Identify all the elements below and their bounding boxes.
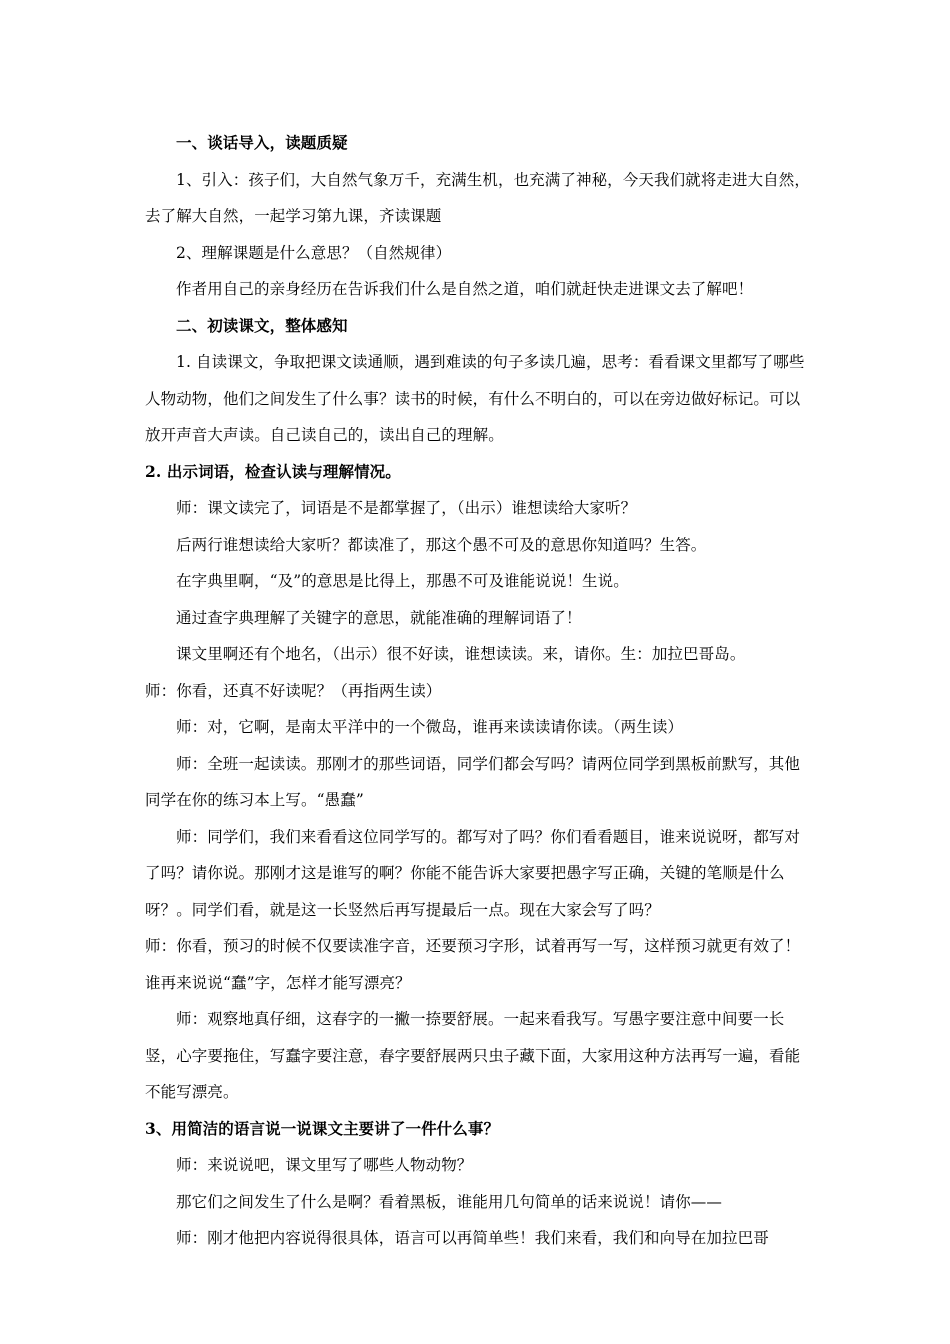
paragraph: 在字典里啊，“及”的意思是比得上，那愚不可及谁能说说！生说。 bbox=[176, 572, 629, 590]
paragraph: 通过查字典理解了关键字的意思，就能准确的理解词语了！ bbox=[176, 608, 582, 627]
subheading: 2. 出示词语，检查认读与理解情况。 bbox=[145, 461, 401, 481]
paragraph: 师：课文读完了，词语是不是都掌握了，（出示）谁想读给大家听？ bbox=[176, 499, 637, 517]
paragraph: 师：你看，还真不好读呢？（再指两生读） bbox=[145, 681, 442, 700]
document-body bbox=[145, 125, 815, 1257]
paragraph: 课文里啊还有个地名，（出示）很不好读，谁想读读。来，请你。生：加拉巴哥岛。 bbox=[176, 645, 746, 663]
paragraph: 1、引入：孩子们，大自然气象万千，充满生机，也充满了神秘，今天我们就将走进大自然，去了解大自然，一起学习第九课，齐读课题 bbox=[145, 170, 810, 225]
paragraph: 那它们之间发生了什么是啊？看着黑板，谁能用几句简单的话来说说！请你—— bbox=[176, 1192, 723, 1211]
section-heading-2: 二、初读课文，整体感知 bbox=[176, 315, 348, 335]
paragraph: 师：观察地真仔细，这春字的一撇一捺要舒展。一起来看我写。写愚字要注意中间要一长竖，心字要拖住，写蠢字要注意，春字要舒展两只虫子藏下面，大家用这种方法再写一遍，看能不能写漂亮。 bbox=[145, 1010, 801, 1101]
paragraph: 1. 自读课文，争取把课文读通顺，遇到难读的句子多读几遍，思考：看看课文里都写了哪些人物动物，他们之间发生了什么事？读书的时候，有什么不明白的，可以在旁边做好标记。可以放开声音大声读。自己读自己的，读出自己的理解。 bbox=[145, 353, 805, 444]
subheading: 3、用简洁的语言说一说课文主要讲了一件什么事？ bbox=[145, 1118, 500, 1138]
paragraph: 师：同学们，我们来看看这位同学写的。都写对了吗？你们看看题目，谁来说说呀，都写对了吗？请你说。那刚才这是谁写的啊？你能不能告诉大家要把愚字写正确，关键的笔顺是什么呀？。同学们看，就是这一长竖然后再写提最后一点。现在大家会写了吗？ bbox=[145, 827, 801, 919]
paragraph: 师：全班一起读读。那刚才的那些词语，同学们都会写吗？请两位同学到黑板前默写，其他同学在你的练习本上写。“愚蠢” bbox=[145, 754, 801, 809]
paragraph: 师：你看，预习的时候不仅要读准字音，还要预习字形，试着再写一写，这样预习就更有效了！谁再来说说“蠢”字，怎样才能写漂亮？ bbox=[145, 937, 801, 992]
paragraph: 师：对，它啊，是南太平洋中的一个微岛，谁再来读读请你读。（两生读） bbox=[176, 718, 684, 736]
paragraph: 2、理解课题是什么意思？（自然规律） bbox=[176, 243, 452, 262]
paragraph: 后两行谁想读给大家听？都读准了，那这个愚不可及的意思你知道吗？生答。 bbox=[176, 535, 707, 554]
paragraph: 师：来说说吧，课文里写了哪些人物动物？ bbox=[176, 1156, 473, 1174]
section-heading-1: 一、谈话导入，读题质疑 bbox=[176, 133, 348, 152]
paragraph: 作者用自己的亲身经历在告诉我们什么是自然之道，咱们就赶快走进课文去了解吧！ bbox=[176, 280, 754, 298]
paragraph: 师：刚才他把内容说得很具体，语言可以再简单些！我们来看，我们和向导在加拉巴哥 bbox=[176, 1229, 769, 1247]
